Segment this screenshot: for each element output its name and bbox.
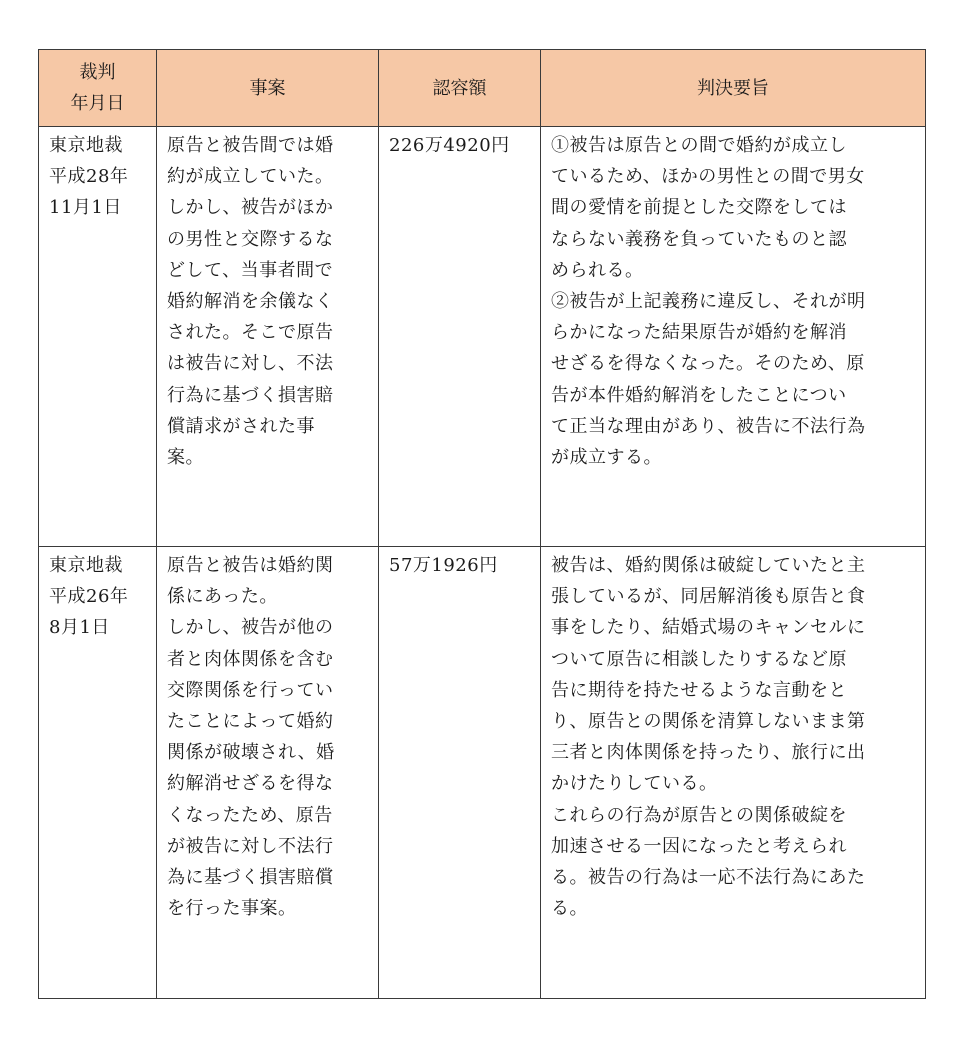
summary-line: 張しているが、同居解消後も原告と食 xyxy=(551,586,866,608)
case-line: くなったため、原告 xyxy=(167,804,333,826)
summary-line: が成立する。 xyxy=(551,447,662,469)
summary-line: らかになった結果原告が婚約を解消 xyxy=(551,322,847,344)
date-line: 8月1日 xyxy=(49,617,110,639)
summary-line: ついて原告に相談したりするなど原 xyxy=(551,648,847,670)
case-line: しかし、被告が他の xyxy=(167,617,334,639)
summary-line: る。被告の行為は一応不法行為にあた xyxy=(551,867,866,889)
summary-line: 告に期待を持たせるような言動をと xyxy=(551,679,847,701)
table-row xyxy=(39,547,926,999)
summary-line: ②被告が上記義務に違反し、それが明 xyxy=(551,291,866,313)
header-date-line1: 裁判 xyxy=(79,62,116,83)
case-line: が被告に対し不法行 xyxy=(167,835,334,857)
summary-line: ているため、ほかの男性との間で男女 xyxy=(551,166,865,188)
summary-line: 事をしたり、結婚式場のキャンセルに xyxy=(551,617,866,639)
summary-line: ①被告は原告との間で婚約が成立し xyxy=(551,135,847,156)
cell-amount: 226万4920円 xyxy=(379,127,541,547)
header-date-line2: 年月日 xyxy=(70,93,125,114)
summary-line: これらの行為が原告との関係破綻を xyxy=(551,804,847,826)
header-case: 事案 xyxy=(157,50,379,127)
summary-line: り、原告との関係を清算しないまま第 xyxy=(551,711,866,733)
case-line: しかし、被告がほか xyxy=(167,197,334,219)
case-line: 償請求がされた事 xyxy=(167,415,315,437)
cell-summary xyxy=(541,547,926,999)
case-line: 係にあった。 xyxy=(167,586,278,608)
summary-line: 間の愛情を前提とした交際をしては xyxy=(551,197,847,219)
summary-line: 被告は、婚約関係は破綻していたと主 xyxy=(551,555,866,576)
cell-judgment-date xyxy=(39,127,157,547)
date-line: 東京地裁 xyxy=(49,555,123,576)
summary-line: 加速させる一因になったと考えられ xyxy=(551,835,847,857)
case-line: 者と肉体関係を含む xyxy=(167,648,334,670)
summary-line: せざるを得なくなった。そのため、原 xyxy=(551,353,865,375)
case-line: 原告と被告間では婚 xyxy=(167,135,334,156)
header-summary: 判決要旨 xyxy=(541,50,926,127)
case-line: 約が成立していた。 xyxy=(167,166,334,188)
date-line: 平成28年 xyxy=(49,166,129,188)
date-line: 東京地裁 xyxy=(49,135,123,156)
header-amount: 認容額 xyxy=(379,50,541,127)
case-line: 婚約解消を余儀なく xyxy=(167,291,334,313)
case-line: 交際関係を行ってい xyxy=(167,679,334,701)
summary-line: 三者と肉体関係を持ったり、旅行に出 xyxy=(551,742,866,764)
court-cases-table xyxy=(38,49,926,999)
summary-line: て正当な理由があり、被告に不法行為 xyxy=(551,415,866,437)
case-line: 為に基づく損害賠償 xyxy=(167,867,334,889)
case-line: 行為に基づく損害賠 xyxy=(167,384,334,406)
summary-line: ならない義務を負っていたものと認 xyxy=(551,228,847,250)
case-line: 約解消せざるを得な xyxy=(167,773,334,795)
table-row xyxy=(39,127,926,547)
case-line: 関係が破壊され、婚 xyxy=(167,742,335,764)
case-line: は被告に対し、不法 xyxy=(167,353,334,375)
case-line: たことによって婚約 xyxy=(167,711,334,733)
cell-case xyxy=(157,547,379,999)
header-judgment-date xyxy=(39,50,157,127)
cell-case xyxy=(157,127,379,547)
cell-summary xyxy=(541,127,926,547)
table-header xyxy=(39,50,926,127)
case-line: 原告と被告は婚約関 xyxy=(167,555,334,576)
case-line: された。そこで原告 xyxy=(167,322,334,344)
table-body xyxy=(39,127,926,999)
summary-line: 告が本件婚約解消をしたことについ xyxy=(551,384,847,406)
case-line: 案。 xyxy=(167,447,204,469)
case-line: を行った事案。 xyxy=(167,898,297,920)
case-line: どして、当事者間で xyxy=(167,259,334,281)
summary-line: かけたりしている。 xyxy=(551,773,718,795)
summary-line: る。 xyxy=(551,898,588,920)
case-line: の男性と交際するな xyxy=(167,228,334,250)
cell-amount: 57万1926円 xyxy=(379,547,541,999)
date-line: 11月1日 xyxy=(49,197,122,219)
cell-judgment-date xyxy=(39,547,157,999)
summary-line: められる。 xyxy=(551,259,644,281)
date-line: 平成26年 xyxy=(49,586,129,608)
header-row xyxy=(39,50,926,127)
